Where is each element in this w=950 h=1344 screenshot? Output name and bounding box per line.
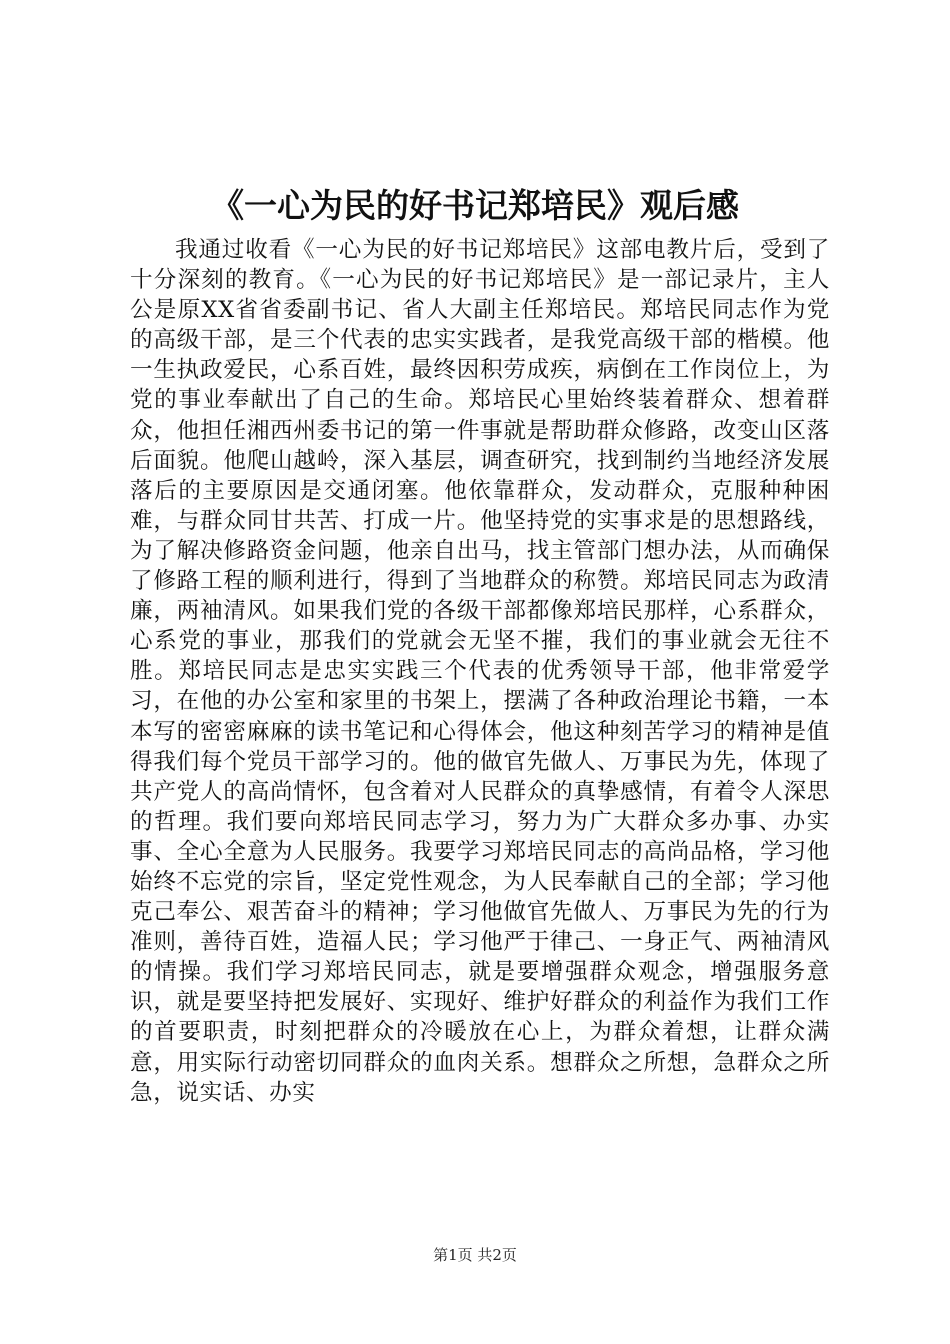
page-footer: 第1页 共2页 bbox=[433, 1246, 517, 1264]
document-title: 《一心为民的好书记郑培民》观后感 bbox=[211, 186, 739, 225]
document-body-paragraph: 我通过收看《一心为民的好书记郑培民》这部电教片后，受到了十分深刻的教育。《一心为民的好书记郑培民》是一部记录片，主人公是原XX省省委副书记、省人大副主任郑培民。郑培民同志作为党的高级干部，是三个代表的忠实实践者，是我党高级干部的楷模。他一生执政爱民，心系百姓，最终因积劳成疾，病倒在工作岗位上，为党的事业奉献出了自己的生命。郑培民心里始终装着群众、想着群众，他担任湘西州委书记的第一件事就是帮助群众修路，改变山区落后面貌。他爬山越岭，深入基层，调查研究，找到制约当地经济发展落后的主要原因是交通闭塞。他依靠群众，发动群众，克服种种困难，与群众同甘共苦、打成一片。他坚持党的实事求是的思想路线，为了解决修路资金问题，他亲自出马，找主管部门想办法，从而确保了修路工程的顺利进行，得到了当地群众的称赞。郑培民同志为政清廉，两袖清风。如果我们党的各级干部都像郑培民那样，心系群众，心系党的事业，那我们的党就会无坚不摧，我们的事业就会无往不胜。郑培民同志是忠实实践三个代表的优秀领导干部，他非常爱学习，在他的办公室和家里的书架上，摆满了各种政治理论书籍，一本本写的密密麻麻的读书笔记和心得体会，他这种刻苦学习的精神是值得我们每个党员干部学习的。他的做官先做人、万事民为先，体现了共产党人的高尚情怀，包含着对人民群众的真挚感情，有着令人深思的哲理。我们要向郑培民同志学习，努力为广大群众多办事、办实事、全心全意为人民服务。我要学习郑培民同志的高尚品格，学习他始终不忘党的宗旨，坚定党性观念，为人民奉献自己的全部；学习他克己奉公、艰苦奋斗的精神；学习他做官先做人、万事民为先的行为准则，善待百姓，造福人民；学习他严于律己、一身正气、两袖清风的情操。我们学习郑培民同志，就是要增强群众观念，增强服务意识，就是要坚持把发展好、实现好、维护好群众的利益作为我们工作的首要职责，时刻把群众的冷暖放在心上，为群众着想，让群众满意，用实际行动密切同群众的血肉关系。想群众之所想，急群众之所急，说实话、办实 bbox=[130, 237, 830, 1106]
